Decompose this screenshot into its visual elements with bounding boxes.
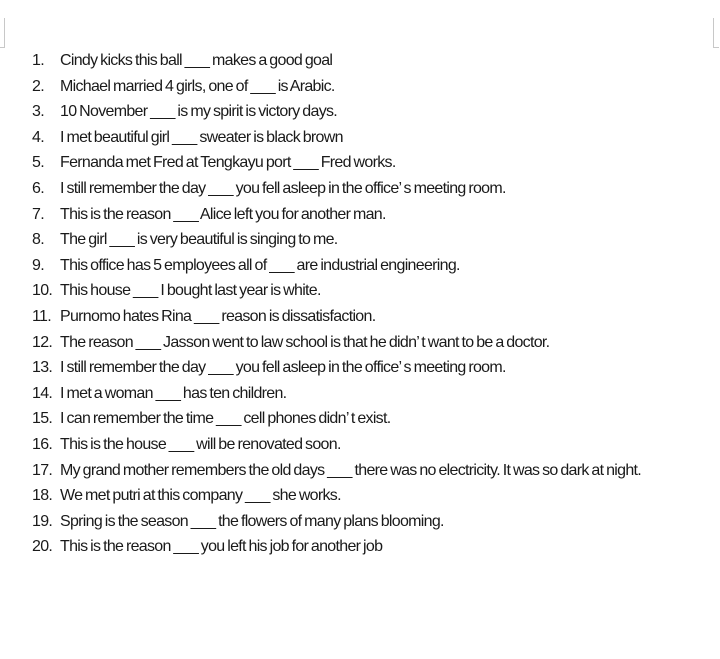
question-text: My grand mother remembers the old days ___ there was no electricity. It was so dark at night. <box>60 461 642 479</box>
question-number: 4. <box>32 128 44 146</box>
question-number: 9. <box>32 256 44 274</box>
question-number: 2. <box>32 77 44 95</box>
question-number: 13. <box>32 359 53 377</box>
question-item <box>32 381 692 407</box>
question-number: 10. <box>32 282 53 300</box>
question-text: I still remember the day ___ you fell asleep in the office’ s meeting room. <box>60 359 506 377</box>
question-number: 19. <box>32 512 53 530</box>
question-item <box>32 202 692 228</box>
question-text: Fernanda met Fred at Tengkayu port ___ Fred works. <box>60 154 396 172</box>
question-item <box>32 534 692 560</box>
question-text: Cindy kicks this ball ___ makes a good goal <box>60 52 333 69</box>
question-item <box>32 74 692 100</box>
question-number: 16. <box>32 435 53 453</box>
question-number: 15. <box>32 410 53 428</box>
question-item <box>32 330 692 356</box>
question-text: I met a woman ___ has ten children. <box>60 384 287 402</box>
question-item <box>32 509 692 535</box>
question-item <box>32 483 692 509</box>
question-text: We met putri at this company ___ she works. <box>60 487 341 505</box>
question-text: Spring is the season ___ the flowers of many plans blooming. <box>60 512 444 530</box>
question-item <box>32 406 692 432</box>
question-number: 8. <box>32 231 44 249</box>
question-number: 20. <box>32 538 53 556</box>
page-corner-mark-left <box>4 18 5 48</box>
question-text: Purnomo hates Rina ___ reason is dissatisfaction. <box>60 307 376 325</box>
question-number: 17. <box>32 461 53 479</box>
question-number: 3. <box>32 103 44 121</box>
question-list <box>32 48 692 560</box>
question-item <box>32 304 692 330</box>
question-number: 1. <box>32 52 44 69</box>
question-item <box>32 355 692 381</box>
question-item <box>32 125 692 151</box>
question-text: I met beautiful girl ___ sweater is black brown <box>60 128 343 146</box>
question-text: I can remember the time ___ cell phones didn’ t exist. <box>60 410 391 428</box>
question-item <box>32 99 692 125</box>
question-text: The girl ___ is very beautiful is singing to me. <box>60 231 338 249</box>
question-text: Michael married 4 girls, one of ___ is Arabic. <box>60 77 335 95</box>
question-text: This is the reason ___ Alice left you for another man. <box>60 205 386 223</box>
question-number: 14. <box>32 384 53 402</box>
question-number: 5. <box>32 154 44 172</box>
question-text: This is the reason ___ you left his job for another job <box>60 538 383 556</box>
question-number: 7. <box>32 205 44 223</box>
question-number: 12. <box>32 333 53 351</box>
question-text: This is the house ___ will be renovated soon. <box>60 435 341 453</box>
question-number: 18. <box>32 487 53 505</box>
question-item <box>32 278 692 304</box>
page-corner-mark-right <box>713 18 714 48</box>
question-item <box>32 458 692 484</box>
question-text: 10 November ___ is my spirit is victory days. <box>60 103 338 121</box>
question-item <box>32 227 692 253</box>
question-text: This house ___ I bought last year is white. <box>60 282 321 300</box>
question-item <box>32 176 692 202</box>
question-text: The reason ___ Jasson went to law school is that he didn’ t want to be a doctor. <box>60 333 550 351</box>
question-number: 6. <box>32 179 44 197</box>
question-number: 11. <box>32 307 51 325</box>
question-text: This office has 5 employees all of ___ are industrial engineering. <box>60 256 460 274</box>
question-item <box>32 253 692 279</box>
question-item <box>32 432 692 458</box>
question-text: I still remember the day ___ you fell asleep in the office’ s meeting room. <box>60 179 506 197</box>
question-item <box>32 150 692 176</box>
question-item <box>32 48 692 74</box>
